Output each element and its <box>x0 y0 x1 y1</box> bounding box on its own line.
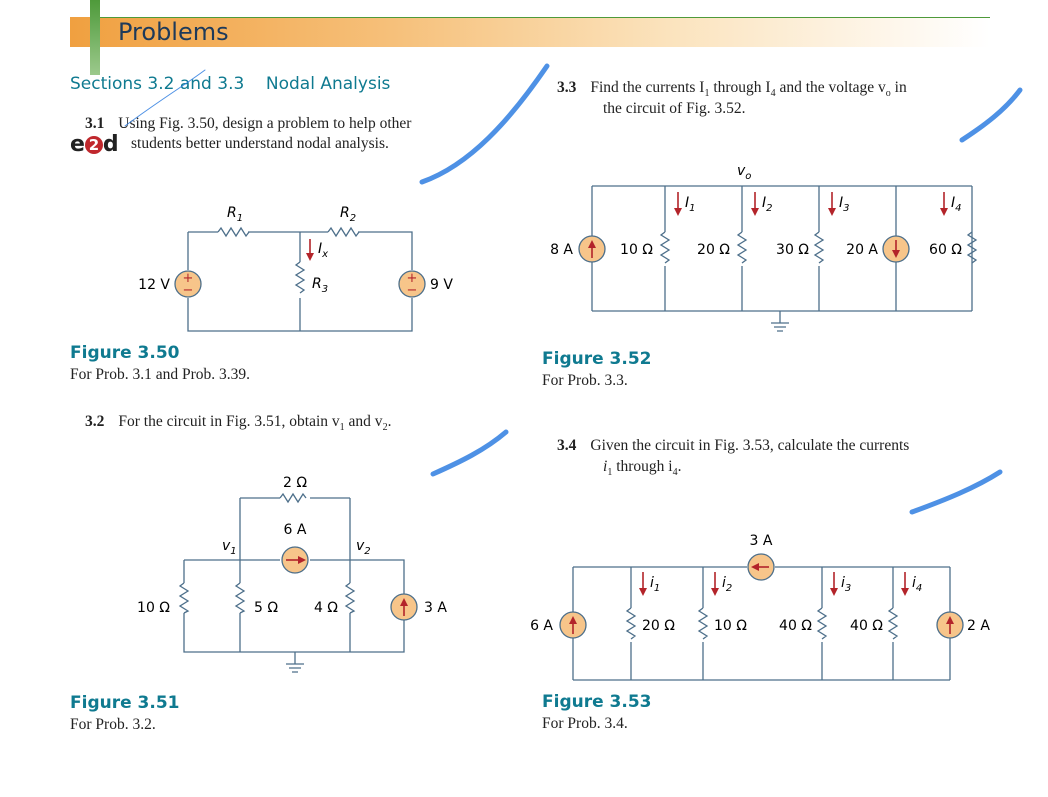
label-v2: $v_2$ <box>356 538 371 557</box>
svg-text:10 Ω: 10 Ω <box>620 242 653 258</box>
section-heading: Sections 3.2 and 3.3 Nodal Analysis <box>70 74 391 94</box>
pen-stroke <box>912 472 1000 512</box>
problem-3-3-line2: the circuit of Fig. 3.52. <box>603 100 746 117</box>
problem-number: 3.1 <box>85 115 105 132</box>
svg-text:I2: $I_2$ <box>762 195 773 214</box>
svg-text:30 Ω: 30 Ω <box>776 242 809 258</box>
svg-text:−: − <box>182 283 194 298</box>
svg-text:+: + <box>406 271 418 286</box>
figure-caption: For Prob. 3.4. <box>542 715 628 732</box>
svg-text:2 A: 2 A <box>967 618 990 634</box>
svg-text:i1: $i_1$ <box>650 575 661 594</box>
problem-3-2: 3.2 For the circuit in Fig. 3.51, obtain $v_1$ and $v_2$. <box>85 413 392 434</box>
svg-text:10 Ω: 10 Ω <box>137 600 170 616</box>
svg-text:6 A: 6 A <box>283 522 307 538</box>
svg-text:20 Ω: 20 Ω <box>642 618 675 634</box>
svg-text:i2: $i_2$ <box>722 575 733 594</box>
figure-label: Figure 3.51 <box>70 693 180 713</box>
problem-3-4-line2: $i_1$ through $i_4$. <box>603 458 682 479</box>
pen-stroke <box>962 90 1020 140</box>
label-9v: 9 V <box>430 277 453 293</box>
svg-text:10 Ω: 10 Ω <box>714 618 747 634</box>
label-r2: $R_2$ <box>340 205 357 224</box>
svg-text:40 Ω: 40 Ω <box>850 618 883 634</box>
pen-stroke <box>422 66 547 182</box>
svg-text:3 A: 3 A <box>749 533 773 549</box>
figure-caption: For Prob. 3.3. <box>542 372 628 389</box>
svg-text:60 Ω: 60 Ω <box>929 242 962 258</box>
e2d-badge: e 2 d <box>70 132 119 157</box>
figure-caption: For Prob. 3.2. <box>70 716 156 733</box>
svg-text:I3: $I_3$ <box>839 195 850 214</box>
svg-text:2 Ω: 2 Ω <box>282 475 308 491</box>
figure-label: Figure 3.53 <box>542 692 652 712</box>
figure-label: Figure 3.50 <box>70 343 180 363</box>
svg-text:I4: $I_4$ <box>951 195 962 214</box>
svg-text:+: + <box>182 271 194 286</box>
svg-text:i4: $i_4$ <box>912 575 923 594</box>
label-r3: $R_3$ <box>312 276 329 295</box>
svg-text:vo: $v_o$ <box>737 163 752 182</box>
figure-caption: For Prob. 3.1 and Prob. 3.39. <box>70 366 250 383</box>
svg-text:8 A: 8 A <box>550 242 573 258</box>
label-ix: $I_x$ <box>318 241 329 260</box>
svg-text:20 A: 20 A <box>846 242 878 258</box>
problem-3-3: 3.3 Find the currents $I_1$ through $I_4$ and the voltage $v_o$ in <box>557 79 907 100</box>
label-v1: $v_1$ <box>222 538 237 557</box>
pen-stroke <box>433 432 506 474</box>
svg-text:20 Ω: 20 Ω <box>697 242 730 258</box>
svg-text:i3: $i_3$ <box>841 575 852 594</box>
page-title: Problems <box>118 18 229 46</box>
label-12v: 12 V <box>138 277 170 293</box>
svg-text:3 A: 3 A <box>424 600 447 616</box>
svg-text:5 Ω: 5 Ω <box>254 600 279 616</box>
problem-3-1-line2: students better understand nodal analysis. <box>131 135 389 152</box>
svg-text:4 Ω: 4 Ω <box>313 600 338 616</box>
figure-label: Figure 3.52 <box>542 349 652 369</box>
svg-text:I1: $I_1$ <box>685 195 696 214</box>
svg-text:40 Ω: 40 Ω <box>779 618 812 634</box>
problem-3-4: 3.4 Given the circuit in Fig. 3.53, calculate the currents <box>557 437 910 454</box>
pen-stroke <box>125 70 205 126</box>
svg-text:6 A: 6 A <box>530 618 553 634</box>
problem-text: Using Fig. 3.50, design a problem to help other <box>118 115 412 132</box>
svg-text:−: − <box>406 283 418 298</box>
label-r1: $R_1$ <box>227 205 244 224</box>
